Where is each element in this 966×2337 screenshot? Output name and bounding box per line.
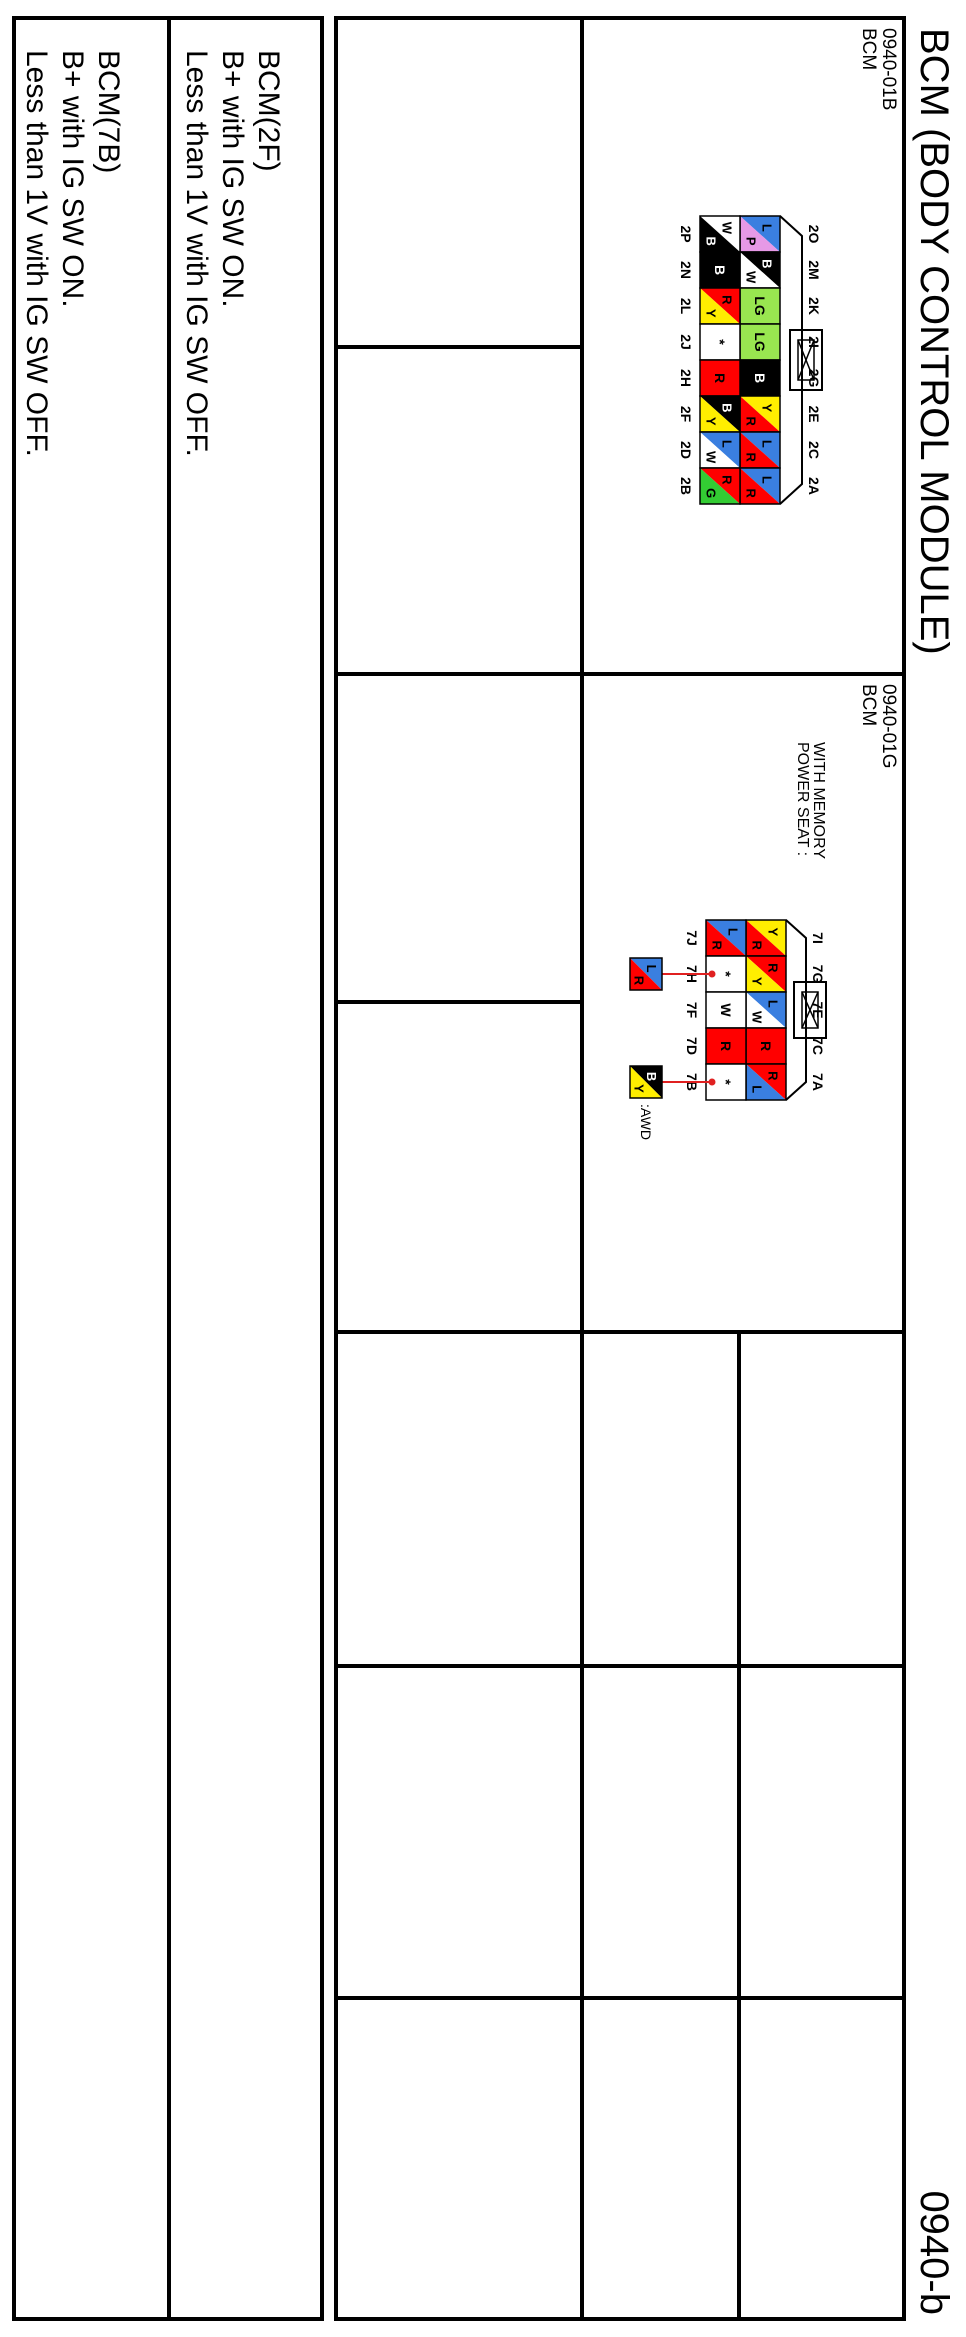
grid-divider — [334, 1000, 584, 1004]
wire-label: W — [703, 451, 719, 464]
note-line: WITH MEMORY — [810, 742, 827, 860]
wire-label: R — [631, 975, 647, 986]
wire-label: R — [712, 372, 728, 384]
wire-cell — [700, 288, 740, 324]
wire-label: B — [703, 236, 719, 246]
note-line: BCM(2F) — [252, 50, 285, 172]
wire-cell — [740, 216, 780, 252]
wire-label: R — [719, 295, 735, 305]
wire-label: B — [712, 264, 728, 276]
wire-label: R — [709, 940, 725, 950]
note-line: B+ with IG SW ON. — [216, 50, 249, 308]
connector-code: 0940-01B — [878, 28, 899, 111]
pin-number: 2I — [806, 336, 822, 348]
pin-number: 2D — [678, 441, 694, 459]
pin-number: 2G — [806, 368, 822, 388]
pin-number: 7B — [684, 1073, 700, 1091]
pin-number: 2P — [678, 225, 694, 243]
pin-number: 2M — [806, 260, 822, 280]
pin-number: 7I — [810, 932, 826, 944]
wire-cell — [740, 360, 780, 396]
connector-01b-diagram — [606, 140, 856, 580]
wire-label: L — [765, 999, 781, 1008]
pin-number: 2F — [678, 405, 694, 423]
wire-label: L — [719, 439, 735, 448]
wire-cell — [700, 468, 740, 504]
wire-label: G — [703, 488, 719, 499]
wire-label: L — [725, 927, 741, 936]
wire-label: R — [765, 963, 781, 973]
wire-cell — [740, 468, 780, 504]
wire-label: L — [759, 475, 775, 484]
connector-01g-label — [858, 684, 898, 769]
wire-label: B — [643, 1071, 659, 1082]
pin-number: 7J — [684, 930, 700, 946]
connector-code: 0940-01G — [878, 684, 899, 769]
wire-cell — [740, 288, 780, 324]
wire-label: R — [758, 1040, 774, 1052]
pin-number: 2H — [678, 369, 694, 387]
pin-number: 7H — [684, 965, 700, 983]
pin-number: 7D — [684, 1037, 700, 1055]
wire-label: L — [749, 1085, 765, 1094]
pin-number: 2N — [678, 261, 694, 279]
page-code: 0940-b — [912, 2190, 956, 2315]
wire-label: R — [749, 940, 765, 950]
note-bcm-7b — [18, 50, 126, 457]
wire-label: B — [719, 403, 735, 413]
awd-label: :AWD — [638, 1104, 654, 1141]
wire-cell — [700, 324, 740, 360]
wire-label: * — [712, 339, 728, 345]
grid-divider — [334, 1996, 906, 2000]
wire-cell — [746, 920, 786, 956]
wire-cell — [700, 360, 740, 396]
wire-label: L — [759, 223, 775, 232]
wire-label: W — [718, 1003, 734, 1017]
wire-label: B — [759, 259, 775, 269]
pin-number: 2L — [678, 297, 694, 315]
wire-label: W — [743, 271, 759, 284]
wire-cell — [706, 1028, 746, 1064]
note-line: BCM(7B) — [92, 50, 125, 174]
wire-cell — [740, 396, 780, 432]
note-line: B+ with IG SW ON. — [56, 50, 89, 308]
wire-label: R — [743, 452, 759, 462]
wire-label: Y — [703, 416, 719, 426]
pin-number: 7C — [810, 1037, 826, 1055]
grid-divider — [334, 672, 906, 676]
wire-label: LG — [752, 296, 768, 316]
notes-divider — [167, 16, 171, 2321]
grid-divider — [580, 16, 584, 2321]
connector-01b-label — [858, 28, 898, 110]
wire-label: Y — [703, 308, 719, 318]
wire-label: * — [718, 1079, 734, 1085]
note-bcm-2f — [178, 50, 286, 457]
pin-number: 7F — [684, 1001, 700, 1019]
grid-divider — [334, 1330, 906, 1334]
pin-number: 7E — [810, 1001, 826, 1019]
wire-cell — [740, 252, 780, 288]
wire-cell — [700, 216, 740, 252]
wire-label: R — [719, 475, 735, 485]
wire-label: P — [743, 236, 759, 246]
page-title: BCM (BODY CONTROL MODULE) — [912, 28, 956, 655]
pin-number: 2O — [806, 224, 822, 244]
pin-number: 7G — [810, 964, 826, 984]
wire-label: Y — [765, 927, 781, 937]
wire-cell — [700, 396, 740, 432]
wire-cell — [746, 1064, 786, 1100]
wire-label: L — [643, 964, 659, 973]
wire-label: Y — [631, 1084, 647, 1093]
pin-number: 2J — [678, 334, 694, 350]
wire-cell — [746, 1028, 786, 1064]
wire-label: B — [752, 372, 768, 384]
wire-label: Y — [749, 976, 765, 986]
wire-cell — [700, 252, 740, 288]
wire-label: * — [718, 971, 734, 977]
wire-label: R — [718, 1040, 734, 1052]
wire-label: L — [759, 439, 775, 448]
wire-label: W — [719, 221, 735, 235]
pin-number: 2E — [806, 405, 822, 423]
pin-number: 2K — [806, 297, 822, 315]
wire-cell — [700, 432, 740, 468]
wire-cell — [746, 956, 786, 992]
note-line: Less than 1V with IG SW OFF. — [20, 50, 53, 457]
wire-cell — [740, 324, 780, 360]
pin-number: 2C — [806, 441, 822, 459]
connector-name: BCM — [858, 28, 879, 71]
grid-divider — [737, 1330, 741, 2321]
wire-label: LG — [752, 332, 768, 352]
note-line: POWER SEAT : — [794, 742, 811, 857]
wire-label: W — [749, 1011, 765, 1024]
wire-label: Y — [759, 403, 775, 413]
wire-cell — [630, 958, 662, 990]
wire-label: R — [743, 416, 759, 426]
wire-cell — [740, 432, 780, 468]
wire-cell — [746, 992, 786, 1028]
pin-number: 2A — [806, 477, 822, 495]
pin-number: 7A — [810, 1073, 826, 1091]
connector-name: BCM — [858, 684, 879, 727]
grid-divider — [334, 1664, 906, 1668]
wire-cell — [630, 1066, 662, 1098]
grid-divider — [334, 345, 584, 349]
note-line: Less than 1V with IG SW OFF. — [180, 50, 213, 457]
wire-cell — [706, 920, 746, 956]
wire-label: R — [743, 488, 759, 498]
wire-cell — [706, 992, 746, 1028]
pin-number: 2B — [678, 477, 694, 495]
connector-01g-diagram — [596, 840, 856, 1180]
wire-label: R — [765, 1071, 781, 1081]
